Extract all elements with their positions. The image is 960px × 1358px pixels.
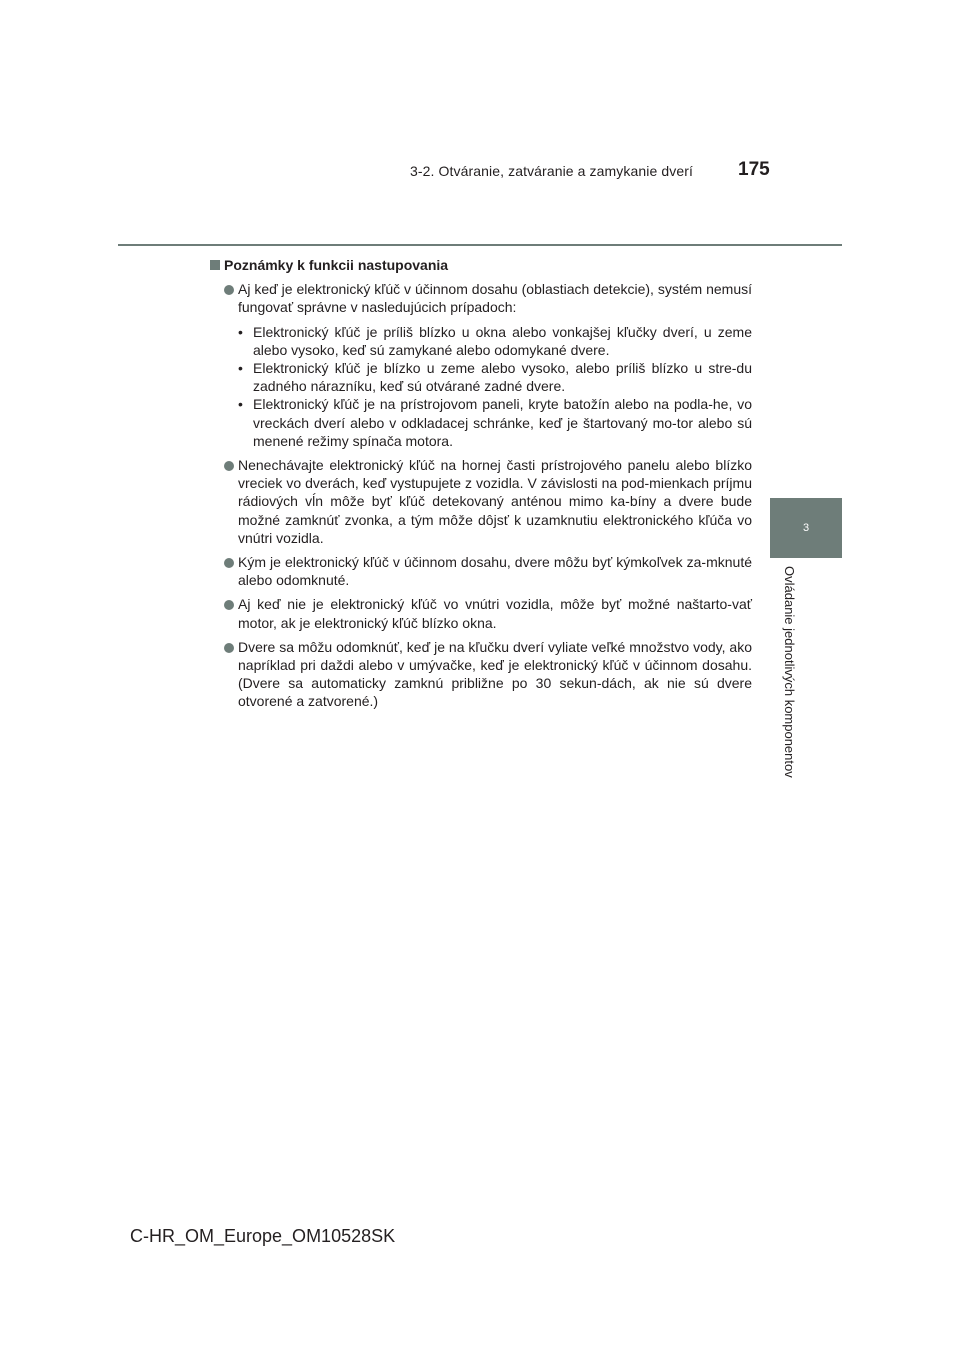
sub-list-item (238, 359, 752, 395)
circle-bullet-icon (224, 558, 234, 568)
square-bullet-icon (210, 260, 220, 270)
chapter-tab (770, 498, 842, 558)
section-heading-text: Poznámky k funkcii nastupovania (224, 257, 449, 273)
sub-list-item (238, 323, 752, 359)
chapter-label-container (770, 566, 814, 806)
sub-item-text: Elektronický kľúč je blízko u zeme alebo vysoko, alebo príliš blízko u stre-du zadného nárazníku, keď sú otvárané zadné dvere. (253, 360, 752, 395)
note-item-3 (210, 553, 752, 589)
note-item-1 (210, 280, 752, 450)
circle-bullet-icon (224, 643, 234, 653)
page-number: 175 (738, 159, 770, 180)
section-title: 3-2. Otváranie, zatváranie a zamykanie dverí (410, 163, 693, 179)
sub-list (238, 323, 752, 450)
note-item-2 (210, 456, 752, 547)
note-text: Aj keď nie je elektronický kľúč vo vnútri vozidla, môže byť možné naštarto-vať motor, ak je elektronický kľúč blízko okna. (238, 596, 752, 631)
dot-marker: • (238, 323, 243, 340)
page-header (0, 0, 960, 250)
header-divider (118, 244, 842, 246)
chapter-label: Ovládanie jednotlivých komponentov (782, 566, 797, 778)
circle-bullet-icon (224, 600, 234, 610)
note-item-5 (210, 638, 752, 711)
sub-list-item (238, 395, 752, 450)
note-text: Nenechávajte elektronický kľúč na hornej časti prístrojového panelu alebo blízko vreciek vo dverách, keď vystupujete z vozidla. V závislosti na pod-mienkach príjmu rádiových vĺn môže byť kľúč detekovaný anténou mimo ka-bíny a dvere bude možné zamknúť zvonka, a tým môže dôjsť k uzamknutiu elektronického kľúča vo vnútri vozidla. (238, 457, 752, 546)
main-content (210, 256, 752, 717)
note-text: Kým je elektronický kľúč v účinnom dosahu, dvere môžu byť kýmkoľvek za-mknuté alebo odomknuté. (238, 554, 752, 589)
document-id: C-HR_OM_Europe_OM10528SK (130, 1226, 396, 1246)
circle-bullet-icon (224, 285, 234, 295)
dot-marker: • (238, 360, 243, 377)
section-heading (210, 256, 752, 274)
note-item-4 (210, 595, 752, 631)
chapter-tab-number: 3 (802, 522, 810, 534)
note-text: Dvere sa môžu odomknúť, keď je na kľučku dverí vyliate veľké množstvo vody, ako napríklad pri daždi alebo v umývačke, keď je elektronický kľúč v účinnom dosahu. (Dvere sa automaticky zamknú približne po 30 sekun-dách, ak nie sú dvere otvorené a zatvorené.) (238, 638, 752, 710)
sub-item-text: Elektronický kľúč je príliš blízko u okna alebo vonkajšej kľučky dverí, u zeme alebo vysoko, keď sú zamykané alebo odomykané dvere. (253, 323, 752, 358)
note-text: Aj keď je elektronický kľúč v účinnom dosahu (oblastiach detekcie), systém nemusí fungovať správne v nasledujúcich prípadoch: (238, 281, 752, 316)
sub-item-text: Elektronický kľúč je na prístrojovom paneli, kryte batožín alebo na podla-he, vo vreckách dverí alebo v odkladacej schránke, keď je štartovaný mo-tor alebo sú menené režimy spínača motora. (253, 396, 752, 449)
circle-bullet-icon (224, 461, 234, 471)
dot-marker: • (238, 396, 243, 413)
